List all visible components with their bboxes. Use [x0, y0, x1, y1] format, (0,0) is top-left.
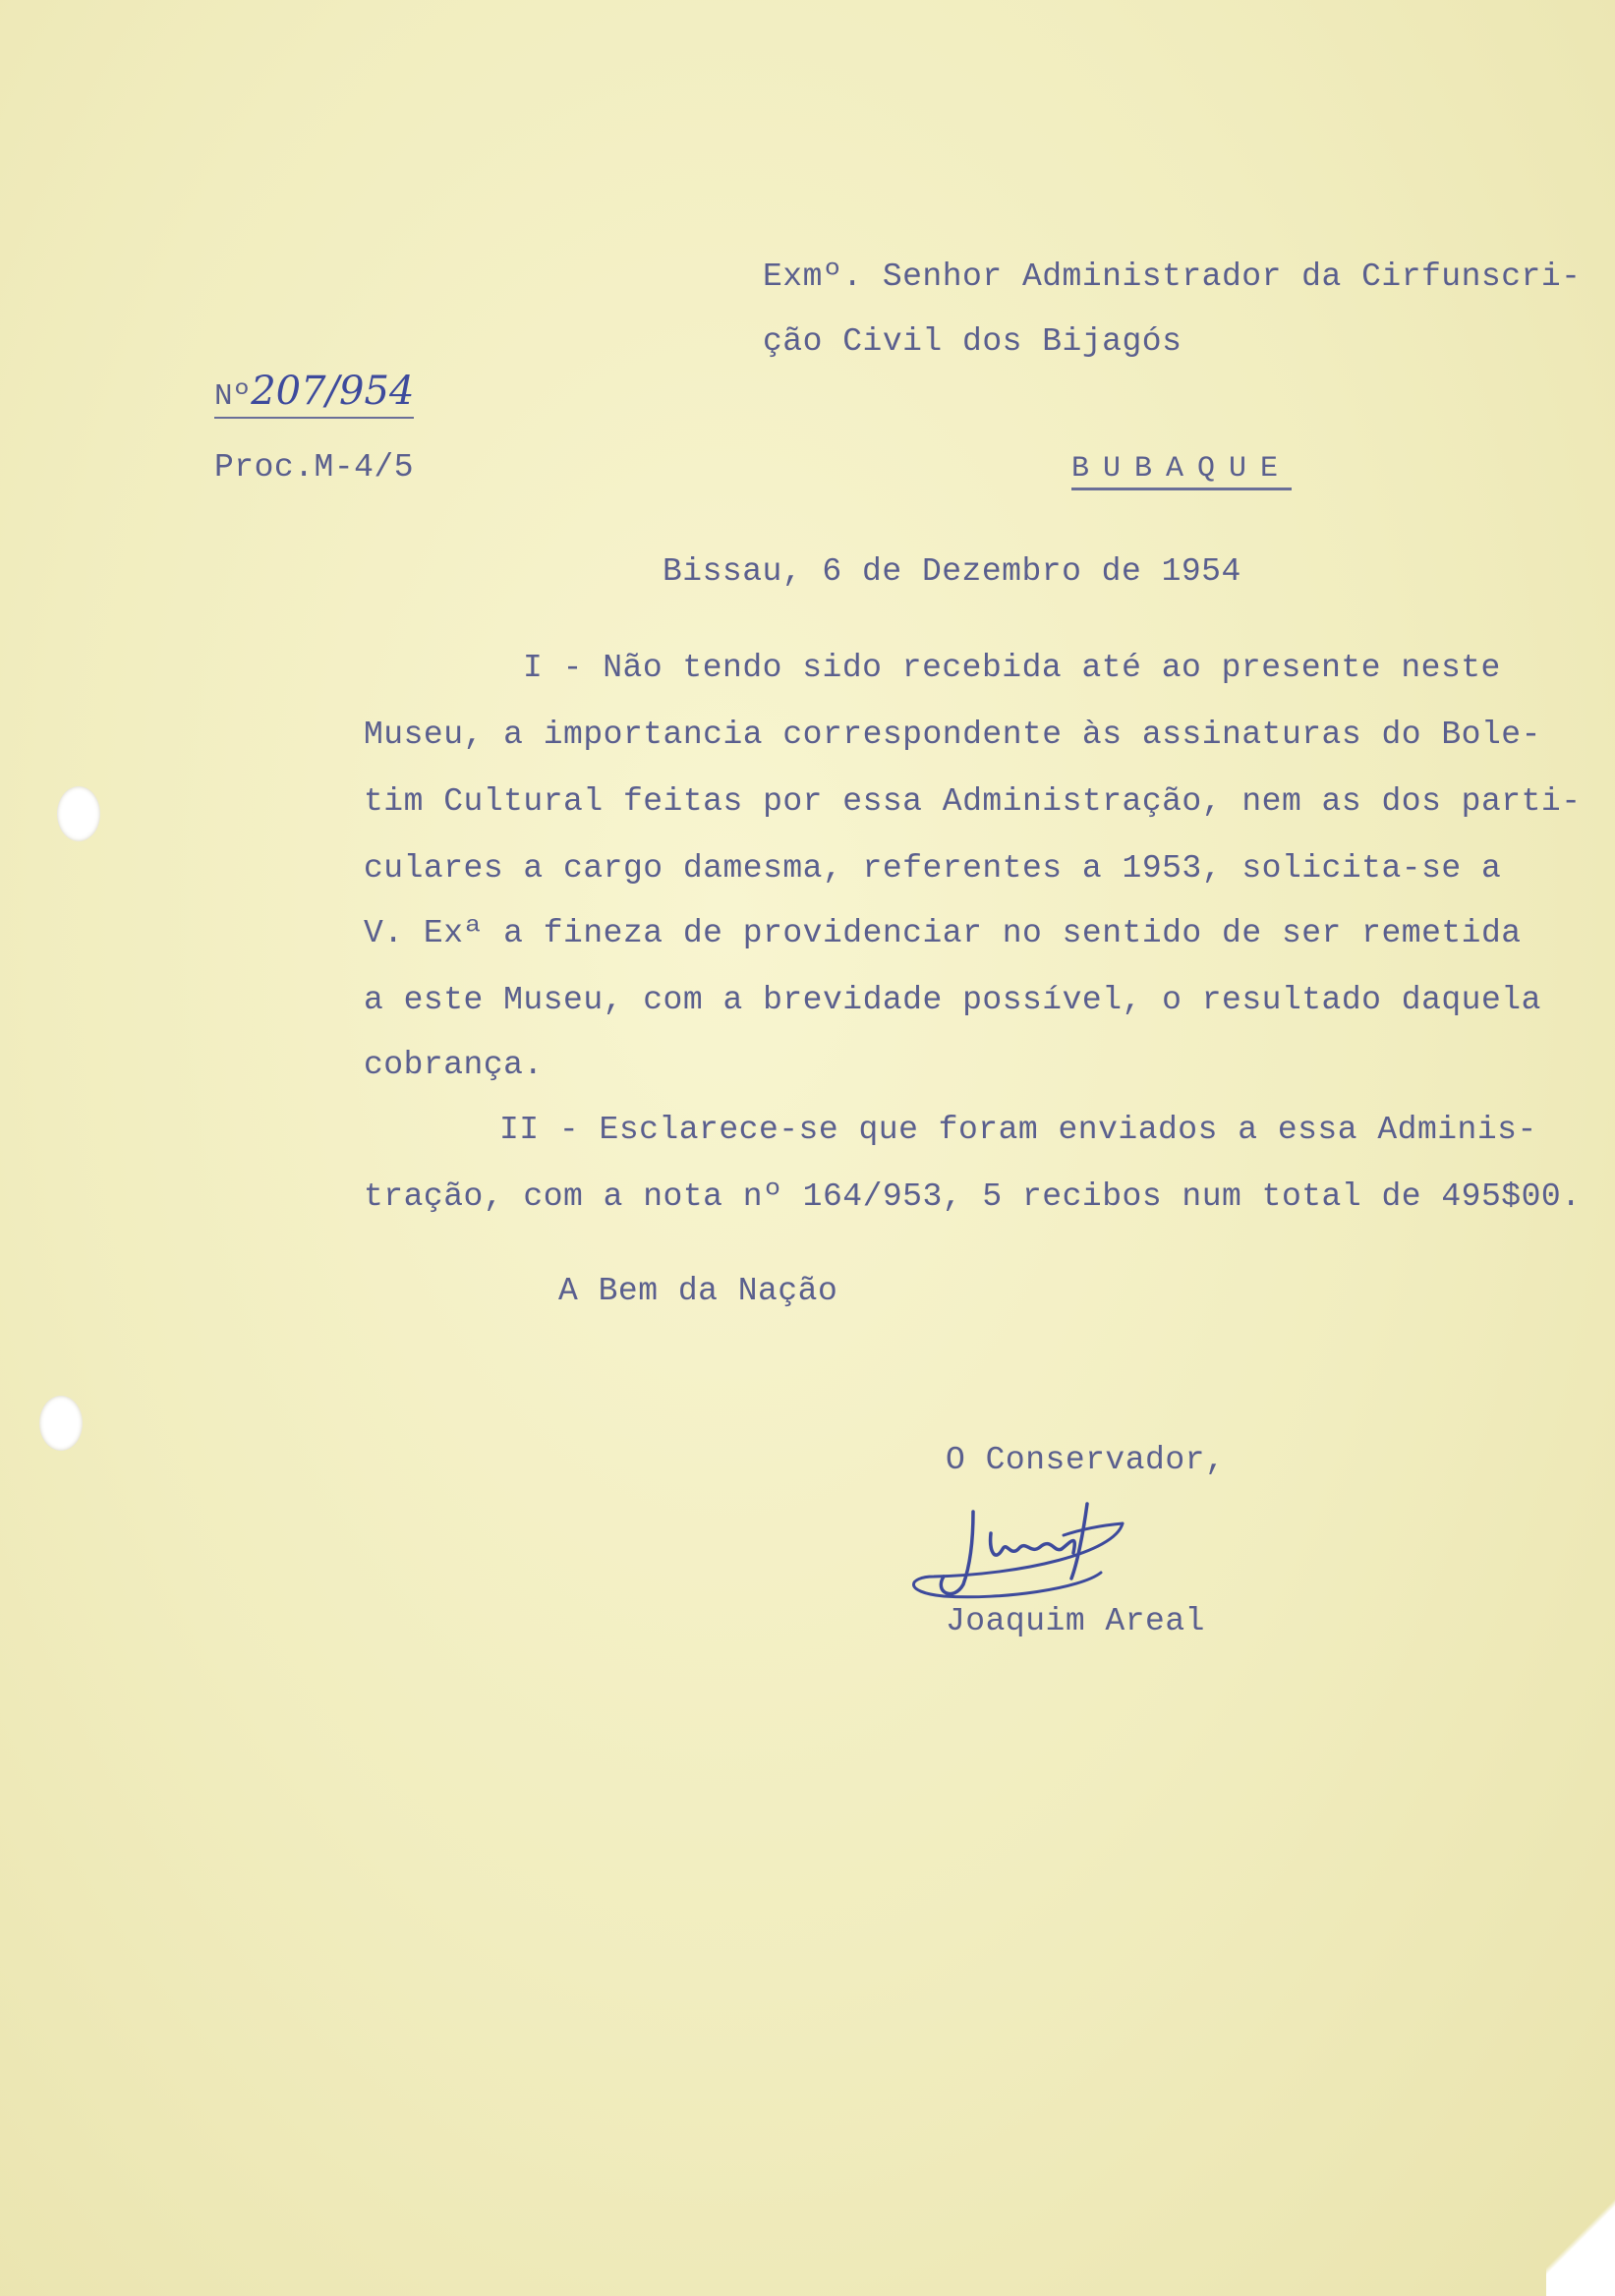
reference-number — [214, 369, 415, 419]
signatory-title: O Conservador, — [946, 1442, 1226, 1478]
date-line: Bissau, 6 de Dezembro de 1954 — [663, 553, 1241, 590]
destination-city: BUBAQUE — [1071, 452, 1292, 490]
closing-salutation: A Bem da Nação — [558, 1273, 838, 1309]
paragraph-1-line: Museu, a importancia correspondente às assinaturas do Bole- — [364, 717, 1541, 753]
paragraph-2-line: II - Esclarece-se que foram enviados a essa Adminis- — [499, 1112, 1537, 1148]
process-number: Proc.M-4/5 — [214, 449, 415, 486]
paragraph-1-line: culares a cargo damesma, referentes a 1953, solicita-se a — [364, 850, 1502, 887]
addressee-line-2: ção Civil dos Bijagós — [763, 323, 1182, 360]
paragraph-1-line: I - Não tendo sido recebida até ao presente neste — [523, 650, 1501, 686]
signatory-name: Joaquim Areal — [946, 1603, 1205, 1639]
torn-corner — [1546, 2178, 1615, 2296]
paragraph-1-line: V. Exª a fineza de providenciar no sentido de ser remetida — [364, 915, 1522, 951]
paragraph-1-line: a este Museu, com a brevidade possível, o resultado daquela — [364, 982, 1541, 1018]
paragraph-1-line: tim Cultural feitas por essa Administração, nem as dos parti- — [364, 783, 1582, 820]
punch-hole-lower — [39, 1396, 83, 1451]
addressee-line-1: Exmº. Senhor Administrador da Cirfunscri- — [763, 258, 1582, 295]
handwritten-signature — [904, 1494, 1219, 1612]
punch-hole-upper — [57, 786, 100, 841]
reference-handwritten-number: 207/954 — [251, 369, 415, 414]
paragraph-2-line: tração, com a nota nº 164/953, 5 recibos num total de 495$00. — [364, 1178, 1582, 1215]
reference-prefix: Nº — [214, 379, 252, 414]
paragraph-1-line: cobrança. — [364, 1047, 544, 1083]
